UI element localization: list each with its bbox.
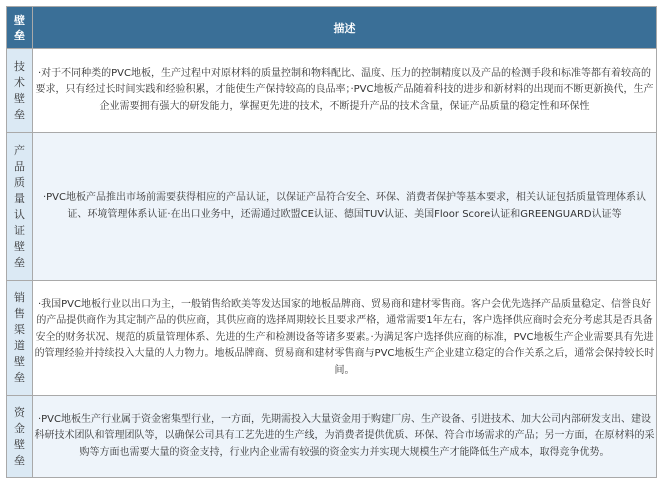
barrier-description-text: ·PVC地板生产行业属于资金密集型行业，一方面，先期需投入大量资金用于购建厂房、生产设备、引进技术、加大公司内部研发支出、建设科研技术团队和管理团队等，以确保公司具有工艺先进的生产线，为消费者提供优质、环保、符合市场需求的产品；另一方面，在原材料的采购等方面也需要大量的资金支持，行业内企业需有较强的资金实力并实现大规模生产才能降低生产成本，取得竞争优势。 (34, 413, 655, 458)
barrier-type-cell (7, 281, 33, 396)
table-row (7, 281, 657, 396)
barrier-type-cell (7, 49, 33, 133)
table-row (7, 396, 657, 478)
barrier-type-cell (7, 133, 33, 281)
barrier-description-cell (33, 281, 657, 396)
barrier-description-text: ·我国PVC地板行业以出口为主，一般销售给欧美等发达国家的地板品牌商、贸易商和建材零售商。客户会优先选择产品质量稳定、信誉良好的产品提供商作为其定制产品的供应商，其供应商的选择周期较长且要求严格，通常需要1年左右，客户选择供应商时会充分考虑其是否具备安全的财务状况、规范的质量管理体系、先进的生产和检测设备等诸多要素。·为满足客户选择供应商的标准，PVC地板生产企业需要具有先进的管理经验并持续投入大量的人力物力。地板品牌商、贸易商和建材零售商与PVC地板生产企业建立稳定的合作关系之后，通常会保持较长时间。 (34, 298, 655, 376)
barrier-type-label: 资金壁垒 (14, 405, 25, 467)
barrier-type-label: 销售渠道壁垒 (14, 291, 25, 384)
barrier-description-text: ·对于不同种类的PVC地板，生产过程中对原材料的质量控制和物料配比、温度、压力的控制精度以及产品的检测手段和标准等都有着较高的要求，只有经过长时间实践和经验积累，才能使生产保持较高的良品率；·PVC地板产品随着科技的进步和新材料的出现而不断更新换代，生产企业需要拥有强大的研发能力，掌握更先进的技术，不断提升产品的技术含量，保证产品质量的稳定性和环保性 (35, 67, 654, 112)
barrier-type-label: 产品质量认证壁垒 (14, 143, 25, 269)
header-description-label: 描述 (333, 21, 356, 35)
barrier-description-text: ·PVC地板产品推出市场前需要获得相应的产品认证，以保证产品符合安全、环保、消费者保护等基本要求，相关认证包括质量管理体系认证、环境管理体系认证·在出口业务中，还需通过欧盟CE认证、德国TUV认证、美国Floor Score认证和GREENGUARD认证等 (42, 192, 647, 220)
table-row (7, 49, 657, 133)
barrier-description-cell (33, 133, 657, 281)
header-type-label: 壁垒 (14, 13, 25, 42)
barrier-description-cell (33, 49, 657, 133)
barrier-type-cell (7, 396, 33, 478)
header-description-cell (33, 7, 657, 49)
industry-barriers-table (6, 6, 657, 478)
barrier-type-label: 技术壁垒 (14, 59, 25, 121)
table-row (7, 133, 657, 281)
table-header-row (7, 7, 657, 49)
header-type-cell (7, 7, 33, 49)
barrier-description-cell (33, 396, 657, 478)
